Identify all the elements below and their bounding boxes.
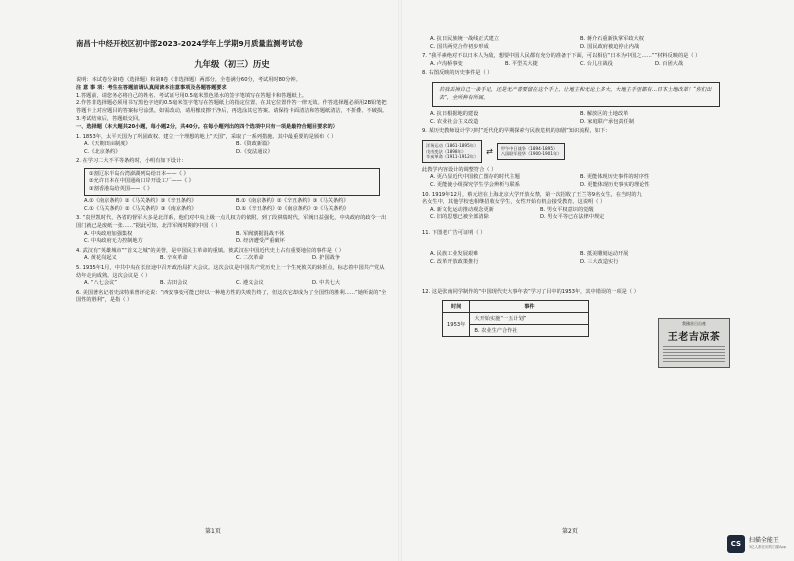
note-2: 2.作答非选择题必须用书写黑色字迹的0.5毫米签字笔写在答题纸上的指定位置，在其它位置作答一律无效。作答选择题必须用2B铅笔把答题卡上对应题目的答案标号涂黑。如需改动，请用橡皮擦干净后，再选涂其它答案。请保持卡面清洁和答题纸清洁，不折叠、不破损。 bbox=[76, 100, 388, 115]
option: A. 卢沟桥事变 bbox=[430, 60, 463, 67]
option: D. 更能体现历史事实的理论性 bbox=[580, 181, 650, 188]
option: C. 遵义会议 bbox=[236, 280, 264, 287]
option: A. 新文化运动推动观念更新 bbox=[430, 206, 494, 213]
option: A. “八七会议” bbox=[84, 280, 117, 287]
option: A. 中央政府加强集权 bbox=[84, 230, 133, 237]
question-2: 2. 在学习二大不平等条约时，小明有如下设计： bbox=[76, 158, 187, 165]
ad-title: 王老吉凉茶 bbox=[667, 332, 721, 343]
camscanner-logo-icon: CS bbox=[727, 535, 745, 553]
option: C. 中央政府无力控制地方 bbox=[84, 238, 143, 245]
option: C. 改革开放政策推行 bbox=[430, 259, 479, 266]
table-header: 时间 bbox=[443, 301, 470, 313]
brand-tagline: 3亿人都在用的扫描App bbox=[748, 545, 786, 549]
question-1: 1. 1853年，太平天国为了巩固政权、建立一个理想的地上“天国”，采取了一系列措施。其中最重要的是颁布（ ） bbox=[76, 133, 337, 140]
box-line: ②允许日本在中国通商口岸开设工厂——《 》 bbox=[89, 178, 194, 185]
scanner-watermark bbox=[727, 535, 786, 553]
option: C. 台儿庄战役 bbox=[580, 60, 613, 67]
question-7-options bbox=[422, 61, 730, 69]
events-table bbox=[442, 300, 589, 337]
option: D. 家庭联产承包责任制 bbox=[580, 118, 634, 125]
option: C. 农业社会主义改造 bbox=[430, 118, 479, 125]
question-9: 9. 某历史教师设计学习时“近代化的早期探索与民族危机的加剧”知识流程，如下： bbox=[422, 128, 611, 135]
notes-head: 注 意 事 项：考生在答题前请认真阅读本注意事项及各题答题要求 bbox=[76, 84, 227, 91]
option: D. 经济遭受严重破坏 bbox=[236, 238, 285, 245]
question-8-quote: 若我丢掉自己一条手足，还是无产者要留在这个手上，让地主和无论上多大，大地主手里都有…日本土地改革！“你们出去”，全所种有所属。 bbox=[432, 82, 720, 107]
question-9-flowchart bbox=[422, 140, 730, 163]
option: A.《天朝田亩制度》 bbox=[84, 141, 131, 148]
option: C. 二次革命 bbox=[236, 255, 264, 262]
flow-item: 戊戌变法（1898年） bbox=[426, 148, 466, 154]
question-9-stem: 此教学内容设计的调整符合（ ） bbox=[422, 166, 497, 173]
option: A. 民族工业发展艰难 bbox=[430, 251, 479, 258]
option: B. 蒋介石重新执掌军政大权 bbox=[580, 36, 644, 42]
question-5-options bbox=[76, 280, 388, 288]
arrow-icon: ⇄ bbox=[486, 146, 493, 156]
option: A. 抗日根据地的建设 bbox=[430, 111, 479, 118]
option: D. 百团大战 bbox=[655, 60, 684, 67]
table-header: 事件 bbox=[470, 301, 589, 313]
question-4: 4. 武汉有“英雄城市”“首义之城”的美誉，是中国民主革命的重镇。彼武汉在中国近代史上占有重要地位的事件是（ ） bbox=[76, 247, 344, 254]
brand-name: 扫描全能王 bbox=[748, 537, 779, 544]
right-page bbox=[400, 0, 794, 561]
option: D.《变法通议》 bbox=[236, 148, 273, 155]
option: C. 国共两党合作初步形成 bbox=[430, 43, 489, 50]
notes-intro: 说明：本试卷分第Ⅰ卷（选择题）和第Ⅱ卷（非选择题）两部分，全卷满分60分，考试用时80分钟。 bbox=[76, 77, 301, 83]
flow-left-box bbox=[422, 140, 482, 163]
question-1-options bbox=[76, 141, 388, 156]
option: D. 护国战争 bbox=[312, 255, 341, 262]
option: D. 国民政府被迫停止内战 bbox=[580, 43, 640, 50]
option: C. 更能使小组探究学生学会辨析与联系 bbox=[430, 181, 520, 188]
option: A. 黄花岗起义 bbox=[84, 255, 117, 262]
option: B. 平型关大捷 bbox=[505, 60, 538, 67]
question-9-options bbox=[422, 174, 730, 189]
option: B. 军阀割据混战不休 bbox=[236, 230, 285, 237]
question-4-options bbox=[76, 255, 388, 263]
option: B. 男女平权意识的觉醒 bbox=[540, 206, 594, 213]
question-10-options bbox=[422, 207, 650, 222]
question-2-box bbox=[84, 168, 380, 196]
page-number-1: 第1页 bbox=[205, 528, 221, 535]
option: B. 辛亥革命 bbox=[160, 255, 188, 262]
question-7: 7. “我平素绝对不以日本人为敌，想要中国人民都有充分的准备于下面，可以相信“日本为中国之……””材料反映的是（ ） bbox=[422, 53, 701, 60]
table-year: 1953年 bbox=[443, 313, 470, 337]
table-cell: B. 农业生产合作社 bbox=[470, 325, 589, 337]
option: D. 男女平等已在法律中规定 bbox=[540, 214, 605, 221]
question-3-options bbox=[76, 231, 388, 246]
option: A. 抗日民族统一战线正式建立 bbox=[430, 36, 500, 42]
note-3: 3.考试结束后，答题纸交回。 bbox=[76, 115, 144, 122]
flow-item: 洋务运动（1861-1895年） bbox=[426, 142, 479, 148]
table-cell: 大开始实施“一五计划” bbox=[470, 313, 589, 325]
exam-subtitle: 九年级（初三）历史 bbox=[194, 59, 270, 69]
ad-header: 我國首日自產 bbox=[682, 321, 706, 326]
question-2-options bbox=[76, 198, 388, 213]
option: D. 三大改造实行 bbox=[580, 259, 619, 266]
ad-text-lines bbox=[663, 346, 725, 362]
question-3: 3. “袁世凯时代，各省的督军大多是北洋系，他们对中央上级一点儿权力的依附。到了段祺瑞时代，军阀日益强化，中央政府的政令一出国门就已是废纸一张……”据此可知，北洋军阀时期的中国（ ） bbox=[76, 215, 387, 229]
exam-title: 南昌十中经开校区初中部2023-2024学年上学期9月质量监测考试卷 bbox=[76, 39, 303, 48]
question-8: 8. 右图反映的历史事件是（ ） bbox=[422, 70, 493, 77]
question-6: 6. 美国著名记者史沫特莱曾评论说：“西安事变可能已经以一种地方性的失败告终了，但这次它却成为了全国性的胜利……”她所说的“全国性的胜利”，是指（ ） bbox=[76, 289, 387, 304]
box-line: ③割香港岛给英国——《 》 bbox=[89, 185, 153, 192]
question-11-options bbox=[422, 251, 730, 266]
note-1: 1.答题前，请您务必将自己的姓名、考试证号用0.5毫米黑色墨水的签字笔填写在答题卡和答题纸上。 bbox=[76, 92, 308, 99]
option: B.①《南京条约》②《辛丑条约》③《马关条约》 bbox=[236, 198, 349, 205]
flow-item: 甲午中日战争（1894-1895） bbox=[500, 145, 558, 151]
option: D. 中共七大 bbox=[312, 280, 341, 287]
question-12: 12. 这是张南同学制作的“中国现代史大事年表”学习了目中的1953年，其中错误的一项是（ ） bbox=[422, 288, 639, 295]
question-5: 5. 1935年1月，中共中央在长征途中召开政治局扩大会议。这次会议是中国共产党历史上一个生死攸关的转折点，标志着中国共产党从幼年走向成熟。这次会议是（ ） bbox=[76, 264, 385, 279]
page-number-2: 第2页 bbox=[562, 528, 578, 535]
option: B.《资政新篇》 bbox=[236, 141, 273, 148]
question-8-options bbox=[422, 111, 730, 126]
option: A.①《南京条约》②《马关条约》③《辛丑条约》 bbox=[84, 198, 197, 205]
scanner-brand bbox=[749, 537, 786, 551]
advertisement-image bbox=[658, 318, 730, 368]
option: D.①《辛丑条约》②《南京条约》③《马关条约》 bbox=[236, 205, 349, 212]
option: C. 旧的思想已被全部清除 bbox=[430, 214, 489, 221]
option: A. 更凸显近代中国救亡图存的时代主题 bbox=[430, 174, 520, 181]
flow-item: 八国联军侵华（1900-1901年） bbox=[500, 151, 562, 157]
option: C.①《马关条约》②《马关条约》③《南京条约》 bbox=[84, 205, 197, 212]
section-1-heading: 一、选择题（本大题共20小题，每小题2分，共40分。在每小题列出的四个选项中只有一项是最符合题目要求的） bbox=[76, 123, 338, 130]
option: C.《北京条约》 bbox=[84, 148, 121, 155]
option: B. 抵美雕刻运动开展 bbox=[580, 251, 629, 258]
question-6-options bbox=[422, 36, 730, 51]
question-11: 11. 下图老广告可证明（ ） bbox=[422, 229, 486, 236]
option: B. 解放区的土地改革 bbox=[580, 111, 629, 118]
option: B. 更能体现历史事件的时序性 bbox=[580, 174, 650, 181]
option: B. 古田会议 bbox=[160, 280, 188, 287]
flow-right-box bbox=[497, 143, 566, 160]
question-10: 10. 1919年12月，蔡元培在上海北京大学开放女禁，第一次招收了王兰等9名女生，在当时的九名女生中，其他学校也相继招收女学生，女性开始有机会接受教育。这说明（ ） bbox=[422, 191, 642, 206]
flow-item: 辛亥革命（1911-1912年） bbox=[426, 154, 479, 160]
box-line: ①割辽东半岛台湾澎湖列岛给日本——《 》 bbox=[89, 170, 189, 177]
